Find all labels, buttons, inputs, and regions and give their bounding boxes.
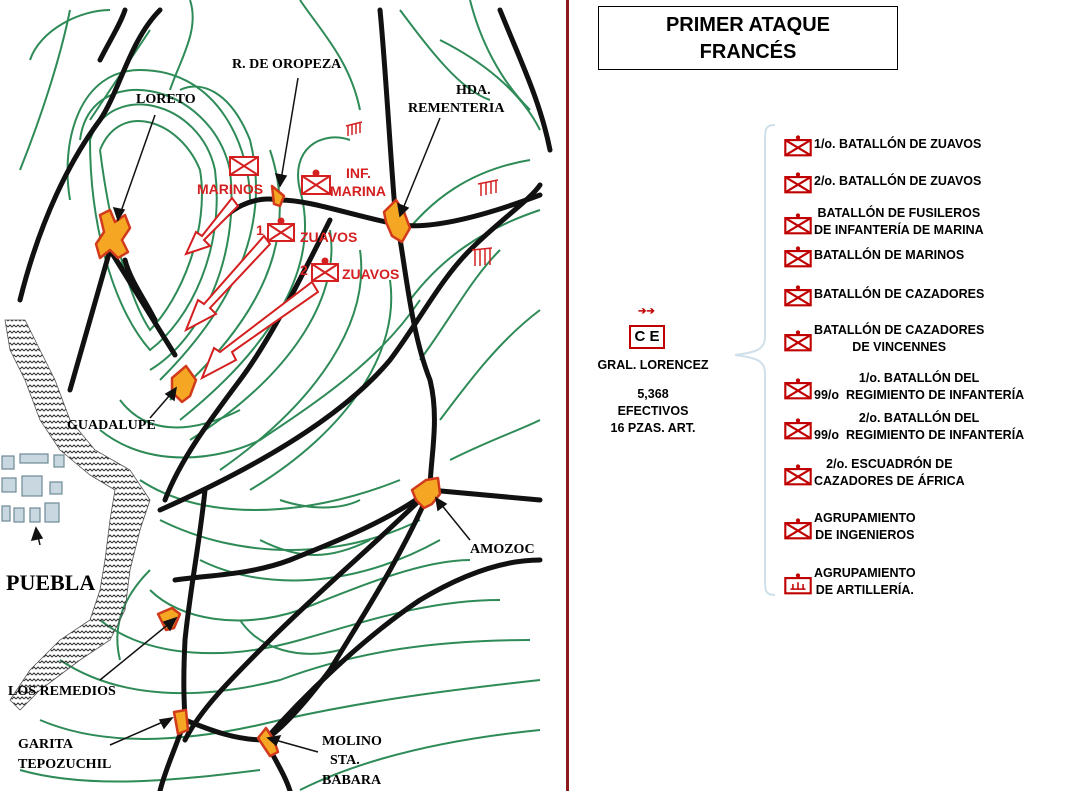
puebla-city-blocks xyxy=(2,454,64,522)
unit-row xyxy=(782,205,984,239)
unit-label: BATALLÓN DE CAZADORES xyxy=(814,286,985,301)
unit-label: 1/o. BATALLÓN DE ZUAVOS xyxy=(814,136,982,151)
fort-loreto xyxy=(96,210,130,258)
command-rank-icon: ➔➔ xyxy=(638,306,655,317)
title-box xyxy=(598,6,898,70)
label-oropeza: R. DE OROPEZA xyxy=(232,57,342,72)
label-zuavos-2: ZUAVOS xyxy=(342,266,400,282)
fort-guadalupe xyxy=(172,366,196,402)
label-rementeria-2: REMENTERIA xyxy=(408,101,505,116)
unit-row xyxy=(782,370,1024,404)
unit-row xyxy=(782,510,916,544)
artillery-count: 16 PZAS. ART. xyxy=(610,421,696,435)
roads xyxy=(20,10,550,791)
unit-label: BATALLÓN DE CAZADORES DE VINCENNES xyxy=(814,323,985,354)
unit-row xyxy=(782,322,984,356)
unit-label: 2/o. ESCUADRÓN DE CAZADORES DE ÁFRICA xyxy=(814,457,965,488)
unit-row xyxy=(782,135,981,153)
label-loreto: LORETO xyxy=(136,92,196,107)
panel-divider xyxy=(566,0,569,791)
infantry-icon xyxy=(782,172,812,190)
label-molino-2: STA. xyxy=(330,753,360,768)
label-marinos: MARINOS xyxy=(197,181,264,197)
infantry-icon xyxy=(230,157,258,175)
label-zuavos2-num: 2 xyxy=(300,262,308,278)
title-line-1: PRIMER ATAQUE xyxy=(665,14,831,36)
unit-label: 1/o. BATALLÓN DEL 99/o REGIMIENTO DE INFANTERÍA xyxy=(814,371,1025,402)
label-zuavos1-num: 1 xyxy=(256,222,264,238)
unit-row xyxy=(782,565,916,599)
troop-label: EFECTIVOS xyxy=(617,404,689,418)
unit-label: BATALLÓN DE MARINOS xyxy=(814,247,965,262)
fort-rementeria xyxy=(384,200,410,242)
unit-row xyxy=(782,172,981,190)
label-zuavos-1: ZUAVOS xyxy=(300,229,358,245)
barranca xyxy=(5,320,150,710)
unit-row xyxy=(782,285,984,303)
unit-label: AGRUPAMIENTO DE ARTILLERÍA. xyxy=(814,566,916,597)
label-remedios: LOS REMEDIOS xyxy=(8,684,116,699)
infantry-icon xyxy=(782,285,812,303)
label-garita-1: GARITA xyxy=(18,737,73,752)
infantry-icon xyxy=(312,259,338,282)
artillery-icon xyxy=(346,122,362,136)
label-inf-marina-1: INF. xyxy=(346,165,371,181)
infantry-icon xyxy=(782,330,812,348)
infantry-icon xyxy=(302,171,330,195)
label-amozoc: AMOZOC xyxy=(470,542,535,557)
infantry-icon xyxy=(268,219,294,242)
title-line-2: FRANCÉS xyxy=(699,41,797,63)
unit-row xyxy=(782,456,965,490)
unit-label: AGRUPAMIENTO DE INGENIEROS xyxy=(814,511,916,542)
label-puebla: PUEBLA xyxy=(6,570,96,595)
artillery-icon xyxy=(478,180,498,196)
label-rementeria-1: HDA. xyxy=(456,83,491,98)
unit-row xyxy=(782,246,964,264)
infantry-icon xyxy=(782,246,812,264)
unit-label: 2/o. BATALLÓN DE ZUAVOS xyxy=(814,173,982,188)
unit-label: BATALLÓN DE FUSILEROS DE INFANTERÍA DE MARINA xyxy=(814,206,984,237)
artillery-icon xyxy=(782,573,812,591)
label-molino-1: MOLINO xyxy=(322,734,382,749)
label-molino-3: BABARA xyxy=(322,773,382,788)
infantry-icon xyxy=(782,378,812,396)
infantry-icon xyxy=(782,135,812,153)
order-of-battle-brace xyxy=(730,120,780,600)
unit-label: 2/o. BATALLÓN DEL 99/o REGIMIENTO DE INFANTERÍA xyxy=(814,411,1025,442)
fort-garita xyxy=(174,710,188,734)
cavalry-icon xyxy=(782,464,812,482)
infantry-icon xyxy=(782,418,812,436)
infantry-icon xyxy=(782,213,812,231)
infantry-icon xyxy=(782,518,812,536)
troop-count: 5,368 xyxy=(637,387,669,401)
commander-name: GRAL. LORENCEZ xyxy=(597,358,709,372)
command-symbol: C E xyxy=(629,325,665,349)
label-garita-2: TEPOZUCHIL xyxy=(18,757,112,772)
unit-row xyxy=(782,410,1024,444)
label-inf-marina-2: MARINA xyxy=(330,183,386,199)
label-guadalupe: GUADALUPE xyxy=(67,418,156,433)
